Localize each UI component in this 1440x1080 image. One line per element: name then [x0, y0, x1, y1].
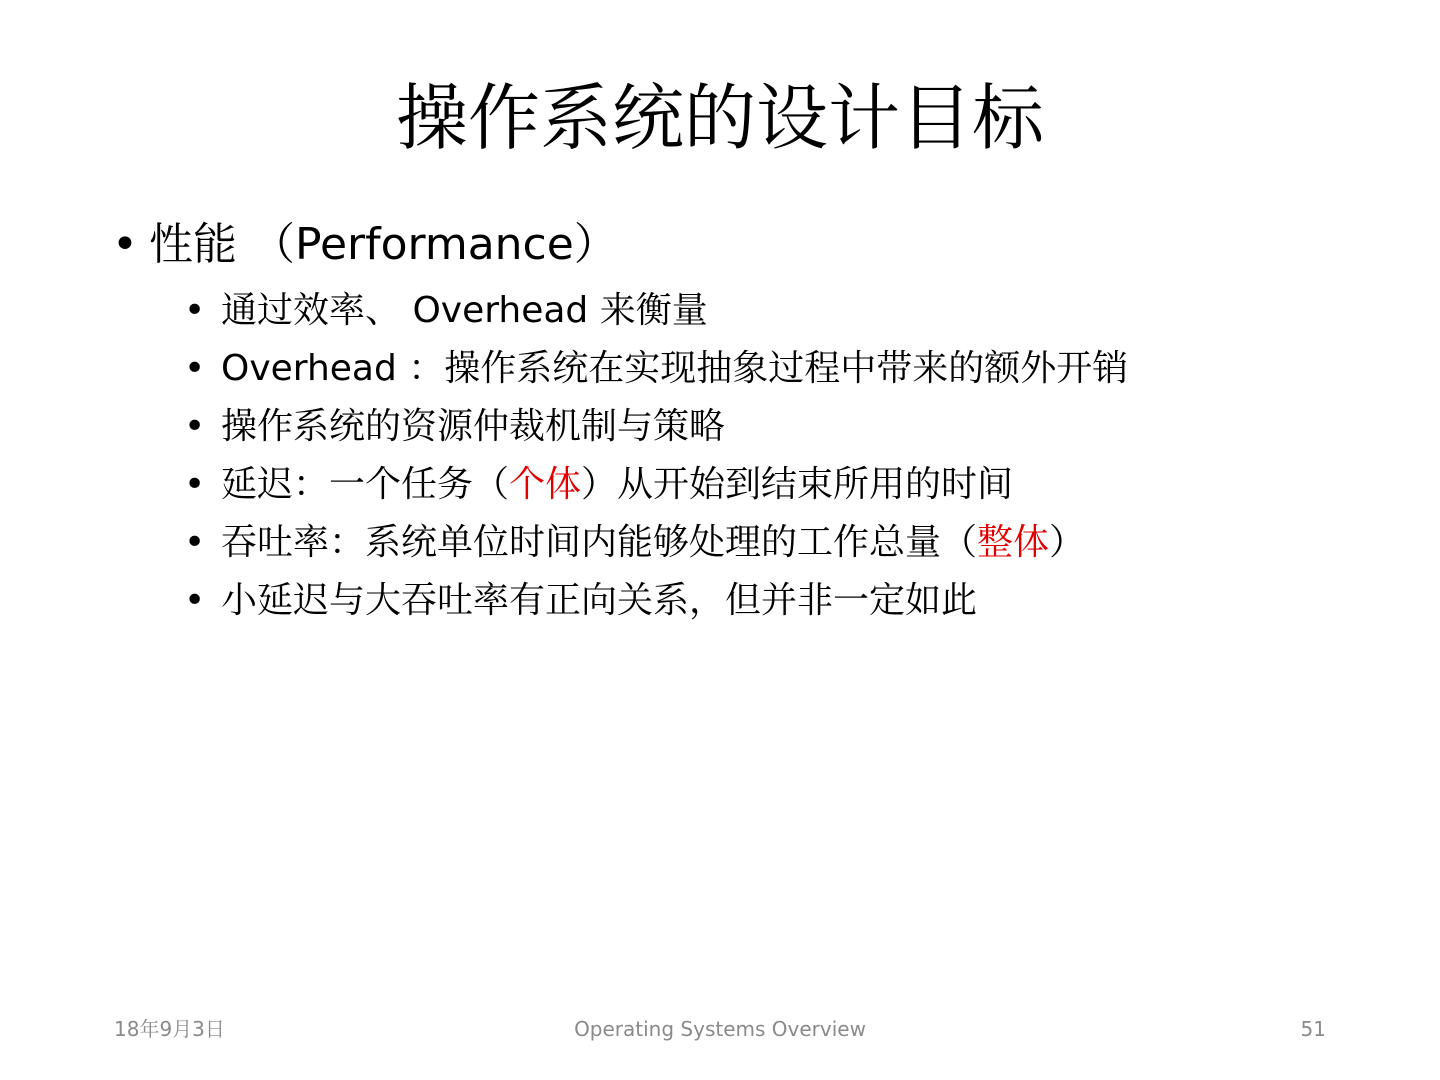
main-bullet-text: 性能 （Performance） — [149, 219, 618, 270]
bullet-marker: • — [184, 290, 206, 331]
sub-bullet-item — [184, 514, 1128, 572]
bullet-text: ）从开始到结束所用的时间 — [581, 464, 1014, 505]
bullet-text: Overhead ：操作系统在实现抽象过程中带来的额外开销 — [221, 348, 1129, 389]
bullet-text: 吞吐率：系统单位时间内能够处理的工作总量（ — [221, 522, 978, 563]
bullet-marker: • — [184, 406, 206, 447]
sub-bullet-item — [184, 282, 1128, 340]
bullet-text: 小延迟与大吞吐率有正向关系，但并非一定如此 — [221, 580, 978, 621]
bullet-marker: • — [184, 348, 206, 389]
footer-title: Operating Systems Overview — [574, 1017, 866, 1041]
sub-bullet-item — [184, 340, 1128, 398]
page-number: 51 — [1300, 1017, 1326, 1041]
sub-bullet-list — [184, 282, 1128, 630]
sub-bullet-item — [184, 398, 1128, 456]
bullet-text: 延迟：一个任务（ — [221, 464, 510, 505]
highlighted-text: 整体 — [977, 522, 1050, 563]
bullet-marker: • — [112, 219, 138, 270]
bullet-text: 操作系统的资源仲裁机制与策略 — [221, 406, 726, 447]
bullet-text: 通过效率、 Overhead 来衡量 — [221, 290, 708, 331]
bullet-marker: • — [184, 464, 206, 505]
footer-date: 18年9月3日 — [114, 1017, 225, 1041]
bullet-text: ） — [1049, 522, 1086, 563]
bullet-marker: • — [184, 522, 206, 563]
highlighted-text: 个体 — [509, 464, 582, 505]
main-bullet — [112, 214, 618, 276]
sub-bullet-item — [184, 456, 1128, 514]
sub-bullet-item — [184, 572, 1128, 630]
bullet-marker: • — [184, 580, 206, 621]
slide-title: 操作系统的设计目标 — [395, 76, 1044, 160]
